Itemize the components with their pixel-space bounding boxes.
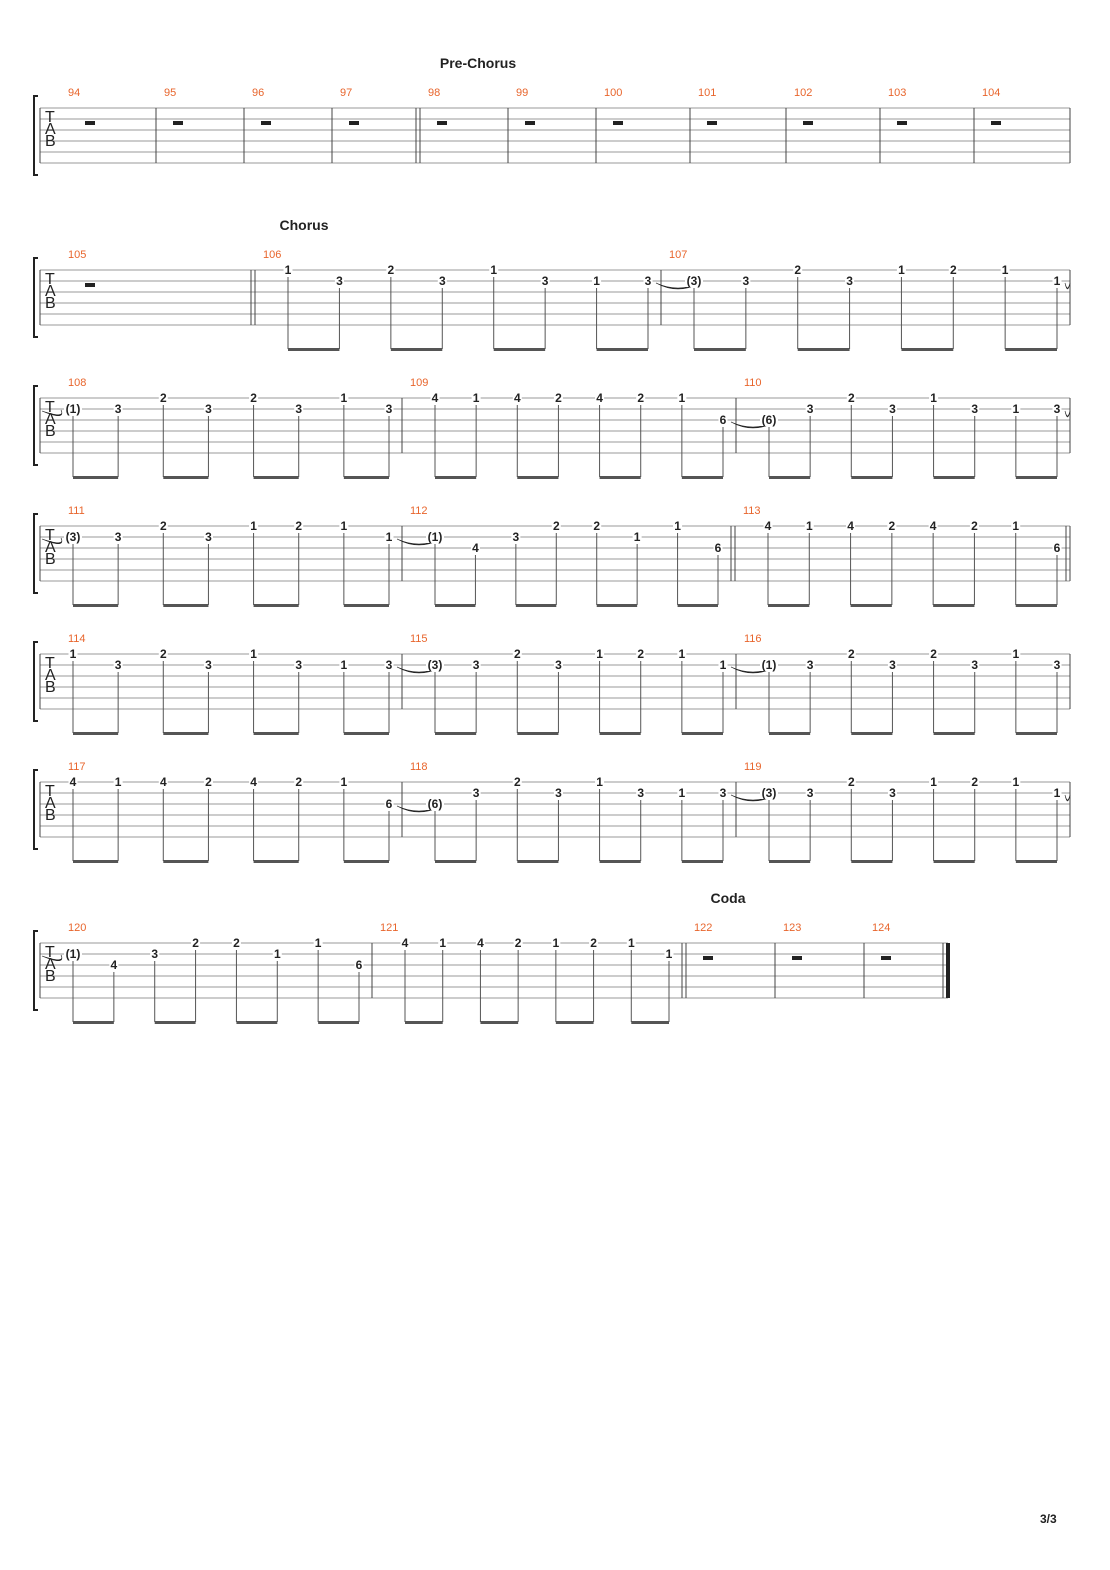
bar-number: 99 [516,87,529,99]
fret-number: 3 [637,786,645,800]
tab-clef-letter: B [45,423,56,440]
beam [768,604,809,607]
rest-symbol [792,956,802,960]
tab-system [34,642,1070,735]
beam [435,476,476,479]
fret-number: 2 [637,391,645,405]
fret-number: 2 [192,936,199,950]
fret-number: 1 [1001,263,1009,277]
tab-system [34,931,950,1024]
beam [556,1021,594,1024]
fret-number: 3 [295,658,303,672]
fret-number: 3 [541,274,549,288]
fret-number: 3 [114,658,122,672]
fret-number: 2 [949,263,957,277]
fret-number: 2 [847,775,855,789]
fret-number: 2 [555,391,562,405]
fret-number: 2 [514,936,522,950]
beam [600,476,641,479]
fret-number: 2 [233,936,240,950]
beam [678,604,718,607]
section-label: Coda [710,890,746,906]
tab-system [34,96,1070,175]
fret-number: 1 [1012,647,1020,661]
fret-number: 1 [69,647,77,661]
fret-number: 2 [552,519,560,533]
fret-number: 3 [889,402,896,416]
fret-number: 1 [678,786,686,800]
fret-number: 2 [250,391,257,405]
fret-number: 1 [1012,775,1020,789]
system-bracket [34,642,38,721]
bar-number: 104 [982,87,1001,99]
rest-symbol [897,121,907,125]
fret-number: 3 [205,658,212,672]
fret-number: 1 [490,263,498,277]
beam [163,732,208,735]
fret-number: 1 [340,658,348,672]
fret-number: 3 [742,274,750,288]
beam [73,1021,114,1024]
beam [480,1021,518,1024]
tab-clef-letter: A [45,667,56,684]
bar-number: 112 [410,505,428,517]
bar-number: 97 [340,87,353,99]
tab-clef-letter: B [45,968,56,985]
fret-number: 1 [340,391,348,405]
fret-number: 3 [114,530,122,544]
fret-number: 3 [644,274,652,288]
beam [494,348,545,351]
fret-number: 1 [719,658,727,672]
fret-number: 3 [555,786,562,800]
fret-number: 3 [806,402,814,416]
fret-number: 3 [438,274,446,288]
fret-number: (3) [761,786,777,800]
system-bracket [34,386,38,465]
fret-number: 1 [1012,402,1020,416]
fret-number: 6 [714,541,722,555]
beam [517,476,558,479]
fret-number: 2 [159,391,167,405]
beam [631,1021,669,1024]
fret-number: 1 [805,519,813,533]
fret-number: 2 [971,775,979,789]
beam [851,604,892,607]
bar-number: 98 [428,87,441,99]
tab-clef-letter: A [45,121,56,138]
fret-number: 1 [898,263,905,277]
tie-arc [1065,283,1070,289]
fret-number: 3 [205,530,212,544]
fret-number: 2 [295,519,303,533]
beam [901,348,953,351]
fret-number: 1 [284,263,292,277]
bar-number: 113 [743,505,761,517]
fret-number: 1 [114,775,122,789]
beam [934,476,975,479]
bar-number: 122 [694,922,713,934]
beam [435,860,476,863]
tab-system [34,258,1070,351]
tab-clef-letter: A [45,283,56,300]
bar-number: 106 [263,249,282,261]
fret-number: 1 [250,647,257,661]
fret-number: 2 [593,519,601,533]
rest-symbol [613,121,623,125]
fret-number: 1 [665,947,673,961]
fret-number: 4 [472,541,479,555]
fret-number: 3 [806,786,814,800]
bar-number: 109 [410,377,429,389]
bar-number: 102 [794,87,813,99]
beam [1016,604,1057,607]
beam [288,348,339,351]
beam [73,604,118,607]
beam [344,604,389,607]
bar-number: 100 [604,87,623,99]
rest-symbol [85,283,95,287]
fret-number: 1 [596,647,603,661]
fret-number: 1 [340,775,348,789]
fret-number: 3 [971,658,979,672]
fret-number: 3 [719,786,727,800]
rest-symbol [881,956,891,960]
beam [1005,348,1057,351]
beam [435,604,475,607]
beam [73,732,118,735]
fret-number: 1 [472,391,480,405]
fret-number: 4 [929,519,937,533]
fret-number: 3 [385,658,393,672]
beam [254,860,299,863]
fret-number: 3 [971,402,979,416]
fret-number: 1 [1053,786,1061,800]
beam [163,860,208,863]
beam [682,860,723,863]
bar-number: 116 [744,633,762,645]
bar-number: 123 [783,922,802,934]
fret-number: 2 [387,263,395,277]
fret-number: 1 [314,936,322,950]
tab-clef-letter: T [45,399,55,416]
tab-clef-letter: A [45,539,56,556]
fret-number: 3 [336,274,343,288]
beam [155,1021,196,1024]
section-label: Pre-Chorus [439,55,517,71]
fret-number: 1 [273,947,281,961]
rest-symbol [703,956,713,960]
tab-clef-letter: A [45,411,56,428]
beam [694,348,746,351]
fret-number: 1 [674,519,681,533]
beam [682,732,723,735]
fret-number: 1 [1053,274,1061,288]
bar-number: 118 [410,761,428,773]
beam [1016,732,1057,735]
beam [254,476,299,479]
fret-number: 2 [513,647,521,661]
beam [236,1021,277,1024]
fret-number: (3) [686,274,702,288]
bar-number: 115 [410,633,428,645]
fret-number: 2 [159,647,167,661]
fret-number: 2 [794,263,802,277]
beam [405,1021,443,1024]
fret-number: (1) [65,402,81,416]
beam [934,732,975,735]
fret-number: 1 [593,274,600,288]
section-label: Chorus [279,217,329,233]
fret-number: 4 [69,775,77,789]
bar-number: 101 [698,87,717,99]
fret-number: 2 [637,647,645,661]
bar-number: 124 [872,922,891,934]
fret-number: 4 [596,391,603,405]
system-bracket [34,770,38,849]
fret-number: (6) [761,413,777,427]
fret-number: 4 [159,775,167,789]
fret-number: 2 [295,775,303,789]
tab-clef-letter: T [45,944,55,961]
system-bracket [34,931,38,1010]
fret-number: 6 [355,958,363,972]
tab-system [34,770,1070,863]
beam [344,732,389,735]
beam [391,348,442,351]
tab-clef-letter: B [45,295,56,312]
beam [798,348,850,351]
beam [851,732,892,735]
beam [73,476,118,479]
bar-number: 103 [888,87,907,99]
fret-number: 3 [889,658,896,672]
fret-number: 3 [114,402,122,416]
fret-number: 4 [477,936,484,950]
bar-number: 110 [744,377,762,389]
system-bracket [34,514,38,593]
tab-clef-letter: T [45,783,55,800]
beam [600,732,641,735]
fret-number: 6 [1053,541,1061,555]
beam [163,604,208,607]
rest-symbol [991,121,1001,125]
tab-clef-letter: T [45,527,55,544]
fret-number: 1 [633,530,641,544]
beam [682,476,723,479]
beam [597,604,637,607]
fret-number: 3 [889,786,896,800]
rest-symbol [707,121,717,125]
fret-number: 1 [250,519,257,533]
beam [163,476,208,479]
fret-number: (1) [761,658,777,672]
bar-number: 96 [252,87,265,99]
beam [254,732,299,735]
fret-number: 1 [1012,519,1020,533]
fret-number: 3 [151,947,159,961]
fret-number: 3 [295,402,303,416]
fret-number: 2 [930,647,937,661]
fret-number: 3 [846,274,853,288]
fret-number: 4 [847,519,854,533]
fret-number: (1) [427,530,443,544]
tab-clef-letter: T [45,109,55,126]
tab-clef-letter: T [45,271,55,288]
bar-number: 117 [68,761,86,773]
system-bracket [34,258,38,337]
fret-number: 1 [930,391,937,405]
tab-clef-letter: A [45,956,56,973]
rest-symbol [173,121,183,125]
fret-number: 2 [159,519,167,533]
fret-number: 2 [888,519,896,533]
tab-clef-letter: B [45,679,56,696]
fret-number: 4 [110,958,118,972]
fret-number: 3 [472,786,480,800]
beam [344,476,389,479]
tab-clef-letter: B [45,551,56,568]
fret-number: 1 [627,936,635,950]
fret-number: 3 [1053,658,1061,672]
beam [851,860,892,863]
fret-number: (1) [65,947,81,961]
rest-symbol [85,121,95,125]
fret-number: 4 [250,775,257,789]
beam [435,732,476,735]
fret-number: 1 [930,775,937,789]
bar-number: 121 [380,922,399,934]
fret-number: 2 [847,391,855,405]
tab-clef-letter: A [45,795,56,812]
bar-number: 119 [744,761,762,773]
fret-number: (3) [427,658,443,672]
beam [516,604,556,607]
fret-number: 3 [512,530,520,544]
fret-number: 1 [439,936,447,950]
fret-number: 4 [401,936,409,950]
tab-system [34,386,1070,479]
fret-number: 1 [340,519,348,533]
fret-number: 2 [847,647,855,661]
bar-number: 111 [68,505,85,517]
beam [934,860,975,863]
fret-number: 1 [596,775,603,789]
beam [318,1021,359,1024]
beam [1016,476,1057,479]
rest-symbol [525,121,535,125]
rest-symbol [261,121,271,125]
fret-number: 2 [205,775,212,789]
fret-number: 3 [385,402,393,416]
tab-clef-letter: T [45,655,55,672]
rest-symbol [803,121,813,125]
fret-number: 4 [431,391,439,405]
beam [254,604,299,607]
system-bracket [34,96,38,175]
fret-number: 2 [971,519,978,533]
fret-number: 6 [385,797,393,811]
fret-number: 3 [806,658,814,672]
rest-symbol [349,121,359,125]
beam [600,860,641,863]
beam [597,348,648,351]
fret-number: 3 [1053,402,1061,416]
bar-number: 105 [68,249,87,261]
tab-clef-letter: B [45,807,56,824]
fret-number: 1 [678,647,686,661]
beam [73,860,118,863]
beam [933,604,974,607]
fret-number: 1 [678,391,686,405]
fret-number: 6 [719,413,727,427]
fret-number: 3 [472,658,480,672]
beam [517,732,558,735]
bar-number: 95 [164,87,177,99]
fret-number: 3 [205,402,212,416]
fret-number: 1 [552,936,560,950]
fret-number: 1 [385,530,393,544]
bar-number: 120 [68,922,87,934]
bar-number: 107 [669,249,688,261]
beam [769,732,810,735]
rest-symbol [437,121,447,125]
fret-number: 2 [590,936,597,950]
fret-number: 4 [513,391,521,405]
fret-number: (3) [65,530,81,544]
beam [851,476,892,479]
fret-number: 3 [555,658,562,672]
bar-number: 108 [68,377,87,389]
bar-number: 114 [68,633,86,645]
bar-number: 94 [68,87,81,99]
tie-arc [1065,795,1070,801]
beam [344,860,389,863]
tab-clef-letter: B [45,133,56,150]
fret-number: 4 [764,519,772,533]
beam [769,860,810,863]
beam [517,860,558,863]
fret-number: (6) [427,797,443,811]
final-bar-thick [946,943,950,998]
tie-arc [1065,411,1070,417]
page-number: 3/3 [1040,1512,1057,1526]
fret-number: 2 [513,775,521,789]
beam [1016,860,1057,863]
beam [769,476,810,479]
